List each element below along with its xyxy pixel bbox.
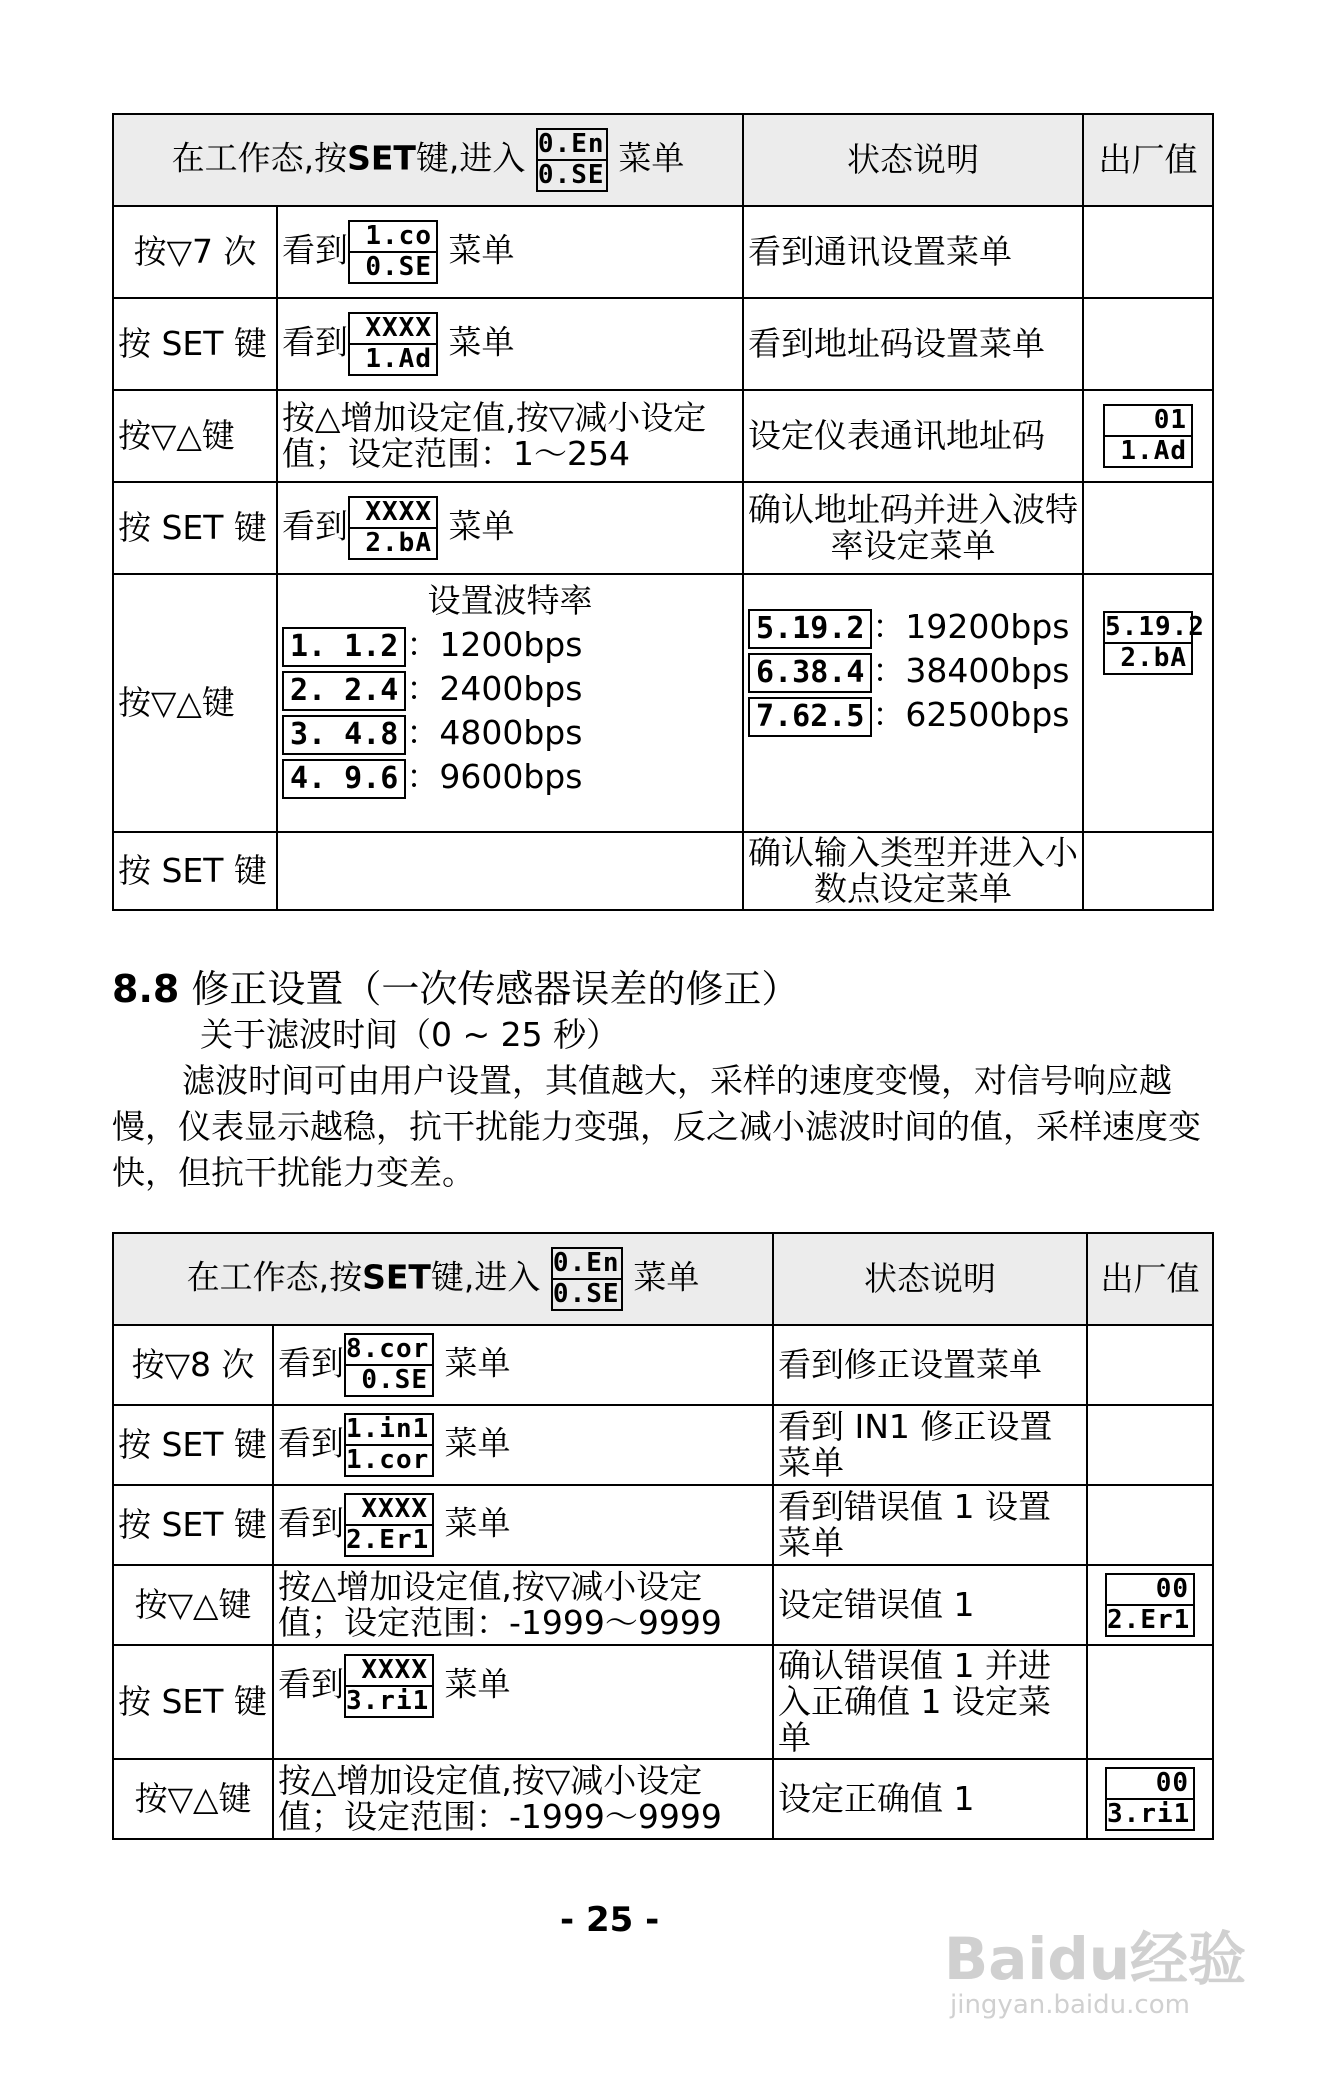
watermark-logo: Baidu经验 [944,1925,1247,1993]
lcd-display: $\frac{1.co}{0.SE}$ [348,220,438,284]
lcd-display: XXXX 2.bA [348,496,438,560]
section-paragraph: 滤波时间可由用户设置，其值越大，采样的速度变慢，对信号响应越慢，仪表显示越稳，抗干扰能力变强，反之减小滤波时间的值，采样速度变快，但抗干扰能力变差。 [112,1061,1201,1192]
lcd-display: 2. 2.4 [282,671,406,711]
lcd-display: 7.62.5 [748,697,872,737]
lcd-display: XXXX 3.ri1 [344,1654,434,1718]
table-row: 按▽△键 按△增加设定值,按▽减小设定值；设定范围：-1999～9999 设定错误值 1 $\frac{00}{2.Er1}$ [113,1565,1213,1645]
lcd-display: $\frac{0.En}{0.SE}$ [536,128,608,192]
lcd-display: 6.38.4 [748,653,872,693]
table-row: 按 SET 键 看到 XXXX 1.Ad 菜单 看到地址码设置菜单 [113,298,1213,390]
table-row: 按 SET 键 看到 XXXX 3.ri1 菜单 确认错误值 1 并进入正确值 1 设定菜单 [113,1645,1213,1759]
table-row: 按▽△键 设置波特率 1. 1.2 ：1200bps 2. 2.4 ：2400bps 3. 4.8 ：4800bps 4. 9.6 ：9600bps 5.19.2 ：19200bps 6.38.4 ：38400bps 7.62.5 ：62500bps $\frac{5.19.2}{2.bA}$ [113,574,1213,832]
header-factory: 出厂值 [1087,1233,1213,1325]
page-number: - 25 - [560,1900,660,1940]
header-instruction: 在工作态,按SET键,进入 $\frac{0.En}{0.SE}$ 菜单 [113,1233,773,1325]
lcd-display: $\frac{0.En}{0.SE}$ [551,1247,623,1311]
lcd-display: XXXX 2.Er1 [344,1493,434,1557]
section-title: 8.8 修正设置（一次传感器误差的修正） [112,967,800,1011]
lcd-display: 8.cor 0.SE [344,1333,434,1397]
lcd-display: 3. 4.8 [282,715,406,755]
header-status: 状态说明 [773,1233,1087,1325]
table-row: 按▽7 次 看到 $\frac{1.co}{0.SE}$ 菜单 看到通讯设置菜单 [113,206,1213,298]
table-communication [112,113,1214,911]
lcd-display: 4. 9.6 [282,759,406,799]
table-row: 按 SET 键 看到 XXXX 2.bA 菜单 确认地址码并进入波特率设定菜单 [113,482,1213,574]
table-row: 按 SET 键 确认输入类型并进入小数点设定菜单 [113,832,1213,910]
lcd-display: $\frac{5.19.2}{2.bA}$ [1105,612,1205,673]
lcd-display: $\frac{01}{1.Ad}$ [1103,404,1193,468]
lcd-display: $\frac{00}{2.Er1}$ [1105,1573,1195,1637]
table-row: 按▽8 次 看到 8.cor 0.SE 菜单 看到修正设置菜单 [113,1325,1213,1405]
header-instruction: 在工作态,按SET键,进入 $\frac{0.En}{0.SE}$ 菜单 [113,114,743,206]
lcd-display: XXXX 1.Ad [348,312,438,376]
table-row: 按▽△键 按△增加设定值,按▽减小设定值；设定范围：-1999～9999 设定正确值 1 $\frac{00}{3.ri1}$ [113,1759,1213,1839]
watermark-url: jingyan.baidu.com [950,1990,1190,2020]
lcd-display: 1. 1.2 [282,627,406,667]
table-row: 按▽△键 按△增加设定值,按▽减小设定值；设定范围：1～254 设定仪表通讯地址码 $\frac{01}{1.Ad}$ [113,390,1213,482]
table-row: 按 SET 键 看到 1.in1 1.cor 菜单 看到 IN1 修正设置菜单 [113,1405,1213,1485]
lcd-display: 1.in1 1.cor [344,1413,434,1477]
lcd-display: $\frac{00}{3.ri1}$ [1105,1767,1195,1831]
section-subtitle: 关于滤波时间（0 ~ 25 秒） [200,1015,620,1054]
header-status: 状态说明 [743,114,1083,206]
table-row: 按 SET 键 看到 XXXX 2.Er1 菜单 看到错误值 1 设置菜单 [113,1485,1213,1565]
table-correction [112,1232,1214,1840]
header-factory: 出厂值 [1083,114,1213,206]
lcd-display: 5.19.2 [748,609,872,649]
